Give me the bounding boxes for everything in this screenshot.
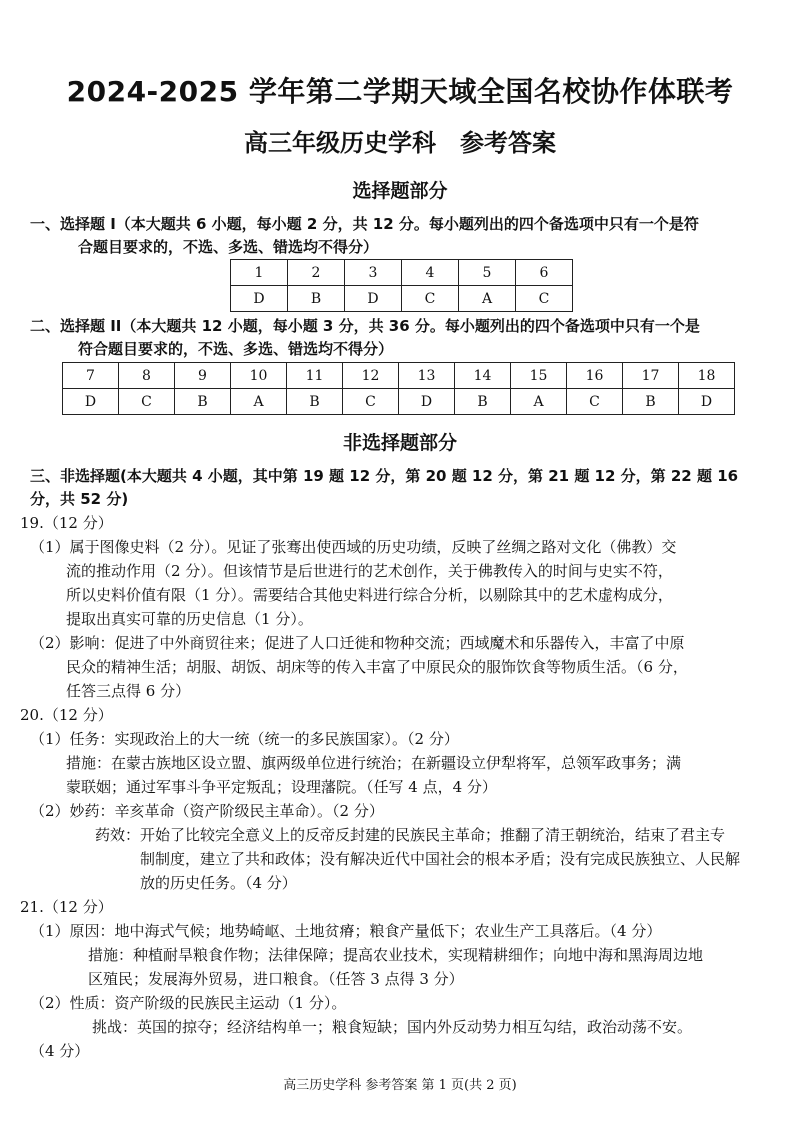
question-number-cell: 9 bbox=[175, 363, 231, 389]
mc-part1-answer-table bbox=[230, 259, 573, 312]
q20-heading: 20.（12 分） bbox=[20, 706, 113, 724]
question-number-cell: 11 bbox=[287, 363, 343, 389]
question-number-cell: 15 bbox=[511, 363, 567, 389]
answer-cell: B bbox=[623, 389, 679, 415]
mc-part2-number-row bbox=[63, 363, 735, 389]
question-number-cell: 13 bbox=[399, 363, 455, 389]
nonmc-instruction-line2: 分，共 52 分) bbox=[30, 490, 129, 508]
mc-part2-instruction-line2: 符合题目要求的，不选、多选、错选均不得分） bbox=[78, 340, 394, 358]
mc-section-heading: 选择题部分 bbox=[352, 180, 448, 202]
answer-cell: A bbox=[511, 389, 567, 415]
q20-part1-line: （1）任务：实现政治上的大一统（统一的多民族国家）。（2 分） bbox=[30, 730, 459, 748]
mc-part1-instruction-line2: 合题目要求的，不选、多选、错选均不得分） bbox=[78, 238, 379, 256]
nonmc-section-heading: 非选择题部分 bbox=[342, 432, 457, 454]
q19-part1-line: 提取出真实可靠的历史信息（1 分）。 bbox=[66, 610, 313, 628]
mc-part1-instruction-line1: 一、选择题 I（本大题共 6 小题，每小题 2 分，共 12 分。每小题列出的四个备选项中只有一个是符 bbox=[30, 215, 699, 233]
answer-cell: C bbox=[516, 286, 573, 312]
q19-part1-line: 所以史料价值有限（1 分）。需要结合其他史料进行综合分析，以剔除其中的艺术虚构成分， bbox=[66, 586, 673, 604]
question-number-cell: 4 bbox=[402, 260, 459, 286]
question-number-cell: 10 bbox=[231, 363, 287, 389]
answer-cell: A bbox=[231, 389, 287, 415]
question-number-cell: 6 bbox=[516, 260, 573, 286]
answer-cell: D bbox=[679, 389, 735, 415]
question-number-cell: 5 bbox=[459, 260, 516, 286]
mc-part1-number-row bbox=[231, 260, 573, 286]
answer-cell: C bbox=[119, 389, 175, 415]
q21-part1-measures-line: 区殖民；发展海外贸易，进口粮食。（任答 3 点得 3 分） bbox=[88, 970, 464, 988]
page-footer: 高三历史学科 参考答案 第 1 页(共 2 页) bbox=[283, 1078, 517, 1093]
question-number-cell: 16 bbox=[567, 363, 623, 389]
mc-part1-answer-row bbox=[231, 286, 573, 312]
q20-part2-line: （2）妙药：辛亥革命（资产阶级民主革命）。（2 分） bbox=[30, 802, 384, 820]
q21-part1-line: （1）原因：地中海式气候；地势崎岖、土地贫瘠；粮食产量低下；农业生产工具落后。（4 分） bbox=[30, 922, 662, 940]
question-number-cell: 18 bbox=[679, 363, 735, 389]
q21-part2-line: （2）性质：资产阶级的民族民主运动（1 分）。 bbox=[30, 994, 347, 1012]
answer-cell: D bbox=[231, 286, 288, 312]
question-number-cell: 2 bbox=[288, 260, 345, 286]
q21-heading: 21.（12 分） bbox=[20, 898, 113, 916]
q19-part1-line: 流的推动作用（2 分）。但该情节是后世进行的艺术创作，关于佛教传入的时间与史实不符， bbox=[66, 562, 673, 580]
answer-cell: C bbox=[567, 389, 623, 415]
answer-cell: B bbox=[288, 286, 345, 312]
answer-cell: B bbox=[175, 389, 231, 415]
q20-part1-measures-line: 蒙联姻；通过军事斗争平定叛乱；设理藩院。（任写 4 点，4 分） bbox=[66, 778, 497, 796]
q19-part2-line: （2）影响：促进了中外商贸往来；促进了人口迁徙和物种交流；西域魔术和乐器传入，丰富了中原 bbox=[30, 634, 685, 652]
answer-cell: D bbox=[63, 389, 119, 415]
q20-part2-effect-line: 药效：开始了比较完全意义上的反帝反封建的民族民主革命；推翻了清王朝统治，结束了君主专 bbox=[95, 826, 726, 844]
answer-cell: C bbox=[343, 389, 399, 415]
question-number-cell: 8 bbox=[119, 363, 175, 389]
question-number-cell: 3 bbox=[345, 260, 402, 286]
answer-cell: C bbox=[402, 286, 459, 312]
q20-part2-effect-line: 放的历史任务。（4 分） bbox=[140, 874, 297, 892]
question-number-cell: 17 bbox=[623, 363, 679, 389]
answer-cell: B bbox=[455, 389, 511, 415]
answer-cell: D bbox=[399, 389, 455, 415]
q19-part2-line: 任答三点得 6 分） bbox=[66, 682, 191, 700]
answer-cell: D bbox=[345, 286, 402, 312]
q21-part2-challenge-line: 挑战：英国的掠夺；经济结构单一；粮食短缺；国内外反动势力相互勾结，政治动荡不安。 bbox=[92, 1018, 693, 1036]
question-number-cell: 14 bbox=[455, 363, 511, 389]
q21-part2-score: （4 分） bbox=[30, 1042, 90, 1060]
nonmc-instruction-line1: 三、非选择题(本大题共 4 小题，其中第 19 题 12 分，第 20 题 12 分，第 21 题 12 分，第 22 题 16 bbox=[30, 467, 739, 485]
q19-part2-line: 民众的精神生活；胡服、胡饭、胡床等的传入丰富了中原民众的服饰饮食等物质生活。（6 分， bbox=[66, 658, 688, 676]
exam-title: 2024-2025 学年第二学期天域全国名校协作体联考 bbox=[66, 75, 734, 108]
mc-part2-answer-table bbox=[62, 362, 735, 415]
mc-part2-answer-row bbox=[63, 389, 735, 415]
exam-subtitle: 高三年级历史学科 参考答案 bbox=[244, 129, 556, 157]
question-number-cell: 1 bbox=[231, 260, 288, 286]
mc-part2-instruction-line1: 二、选择题 II（本大题共 12 小题，每小题 3 分，共 36 分。每小题列出的四个备选项中只有一个是 bbox=[30, 317, 700, 335]
q19-part1-line: （1）属于图像史料（2 分）。见证了张骞出使西域的历史功绩，反映了丝绸之路对文化（佛教）交 bbox=[30, 538, 677, 556]
q21-part1-measures-line: 措施：种植耐旱粮食作物；法律保障；提高农业技术，实现精耕细作；向地中海和黑海周边地 bbox=[88, 946, 704, 964]
answer-cell: B bbox=[287, 389, 343, 415]
q19-heading: 19.（12 分） bbox=[20, 514, 113, 532]
q20-part1-measures-line: 措施：在蒙古族地区设立盟、旗两级单位进行统治；在新疆设立伊犁将军，总领军政事务；满 bbox=[66, 754, 682, 772]
question-number-cell: 12 bbox=[343, 363, 399, 389]
q20-part2-effect-line: 制制度，建立了共和政体；没有解决近代中国社会的根本矛盾；没有完成民族独立、人民解 bbox=[140, 850, 741, 868]
answer-cell: A bbox=[459, 286, 516, 312]
question-number-cell: 7 bbox=[63, 363, 119, 389]
